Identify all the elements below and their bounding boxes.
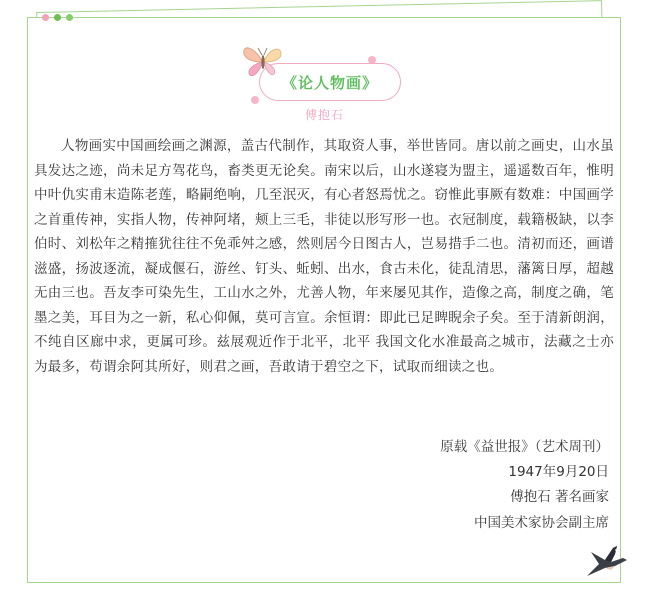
- green-dot: [66, 14, 73, 21]
- butterfly-icon: [240, 42, 286, 80]
- article-title: 《论人物画》: [281, 73, 378, 92]
- article-body: 人物画实中国画绘画之渊源，盖古代制作，其取资人事，举世皆同。唐以前之画史，山水虽具发达之迹，尚未足方驾花鸟，畜类更无论矣。南宋以后，山水遂寝为盟主，遥遥数百年，惟明中叶仇实甫末造陈老莲，略嗣绝响，几至泯灭，有心者怒焉忧之。窃惟此事厥有数难：中国画学之首重传神，实指人物，传神阿堵，颊上三毛，非徒以形写形一也。衣冠制度，载籍极缺，以李伯时、刘松年之精搉犹往往不免乖舛之感，然则居今日图古人，岂易措手二也。清初而还，画谱滋盛，扬波逐流，凝成偃石，游丝、钉头、蚯蚓、出水，食古未化，徒乱清思，藩篱日厚，超越无由三也。吾友李可染先生，工山水之外，尤善人物，年来屡见其作，造像之高，制度之确，笔墨之美，耳目为之一新，私心仰佩，莫可言宣。余恒谓：即此已足睥睨余子矣。至于清新朗润，不纯自区廊中求，更属可珍。兹展观近作于北平，北平 我国文化水准最高之城市，法藏之士亦为最多，苟谓余阿其所好，则君之画，吾敢请于碧空之下，试取而细读之也。: [34, 138, 614, 375]
- pink-dot: [42, 14, 49, 21]
- article-author: 傅抱石: [304, 108, 344, 122]
- decorative-dots: [42, 14, 73, 21]
- date-line: 1947年9月20日: [508, 464, 609, 480]
- swallow-icon: [583, 542, 629, 578]
- pink-dot: [251, 96, 259, 104]
- green-dot: [54, 14, 61, 21]
- source-line: 原载《益世报》（艺术周刊）: [440, 439, 609, 455]
- signer-line: 傅抱石 著名画家: [510, 489, 609, 505]
- position-line: 中国美术家协会副主席: [474, 515, 609, 531]
